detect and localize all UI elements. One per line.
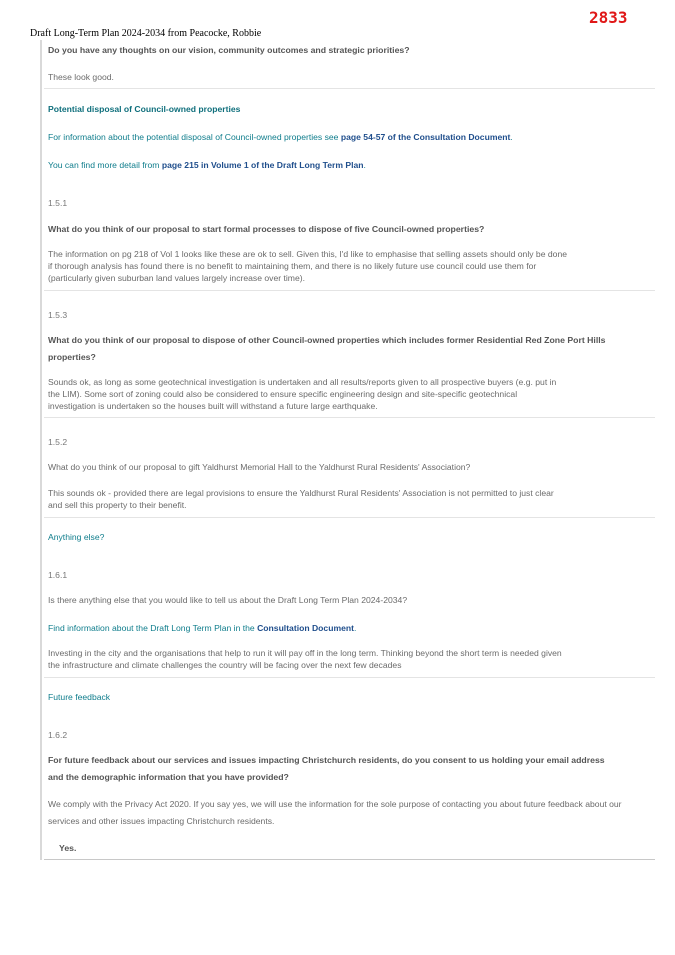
divider xyxy=(44,517,655,518)
document-header: Draft Long-Term Plan 2024-2034 from Peacocke, Robbie xyxy=(30,28,262,39)
anything-else-heading: Anything else? xyxy=(48,532,105,542)
bottom-divider xyxy=(44,859,655,860)
answer-1-5-3-line-2: the LIM). Some sort of zoning could also be considered to ensure specific engineering design and site-specific geotechnical xyxy=(48,389,518,399)
question-number-1-5-3: 1.5.3 xyxy=(48,310,68,320)
answer-1-5-1-line-2: if thorough analysis has found there is no benefit to maintaining them, and there is no likely future use council could use them for xyxy=(48,261,537,271)
divider xyxy=(44,677,655,678)
divider xyxy=(44,88,655,89)
disposal-heading: Potential disposal of Council-owned properties xyxy=(48,104,241,114)
question-1-6-2-line-2: and the demographic information that you have provided? xyxy=(48,772,289,782)
long-term-plan-info-suffix: . xyxy=(354,623,357,633)
disposal-info-2 xyxy=(48,160,366,171)
privacy-statement-line-1: We comply with the Privacy Act 2020. If you say yes, we will use the information for the sole purpose of contacting you about future feedback about our xyxy=(48,799,622,809)
question-1-5-3-line-2: properties? xyxy=(48,352,96,362)
long-term-plan-info-prefix: Find information about the Draft Long Term Plan in the xyxy=(48,623,258,633)
disposal-info-2-prefix: You can find more detail from xyxy=(48,160,162,170)
question-1-6-2-line-1: For future feedback about our services and issues impacting Christchurch residents, do you consent to us holding your email address xyxy=(48,755,605,765)
page-number: 2833 xyxy=(589,8,628,27)
vision-question: Do you have any thoughts on our vision, community outcomes and strategic priorities? xyxy=(48,45,410,55)
future-feedback-heading: Future feedback xyxy=(48,692,111,702)
consultation-document-pages-link[interactable]: page 54-57 of the Consultation Document xyxy=(340,132,511,142)
vision-answer: These look good. xyxy=(48,72,114,82)
disposal-info-1-suffix: . xyxy=(510,132,513,142)
question-number-1-6-2: 1.6.2 xyxy=(48,730,68,740)
question-number-1-6-1: 1.6.1 xyxy=(48,570,68,580)
question-1-6-1: Is there anything else that you would like to tell us about the Draft Long Term Plan 2024-2034? xyxy=(48,595,408,605)
answer-1-5-2-line-2: and sell this property to their benefit. xyxy=(48,500,187,510)
divider xyxy=(44,417,655,418)
question-number-1-5-2: 1.5.2 xyxy=(48,437,68,447)
disposal-info-1-prefix: For information about the potential disposal of Council-owned properties see xyxy=(48,132,341,142)
question-1-5-1: What do you think of our proposal to start formal processes to dispose of five Council-owned properties? xyxy=(48,224,485,234)
answer-1-6-1-line-1: Investing in the city and the organisations that help to run it will pay off in the long term. Thinking beyond the short term is needed given xyxy=(48,648,562,658)
disposal-info-1 xyxy=(48,132,513,143)
volume-1-page-link[interactable]: page 215 in Volume 1 of the Draft Long Term Plan xyxy=(161,160,364,170)
answer-1-6-1-line-2: the infrastructure and climate challenges the country will be facing over the next few decades xyxy=(48,660,402,670)
privacy-statement-line-2: services and other issues impacting Christchurch residents. xyxy=(48,816,275,826)
answer-1-5-3-line-3: investigation is undertaken so the houses built will withstand a future large earthquake. xyxy=(48,401,378,411)
question-1-5-3-line-1: What do you think of our proposal to dispose of other Council-owned properties which includes former Residential Red Zone Port Hills xyxy=(48,335,606,345)
long-term-plan-info xyxy=(48,623,356,634)
form-content xyxy=(40,40,655,860)
question-1-5-2: What do you think of our proposal to gift Yaldhurst Memorial Hall to the Yaldhurst Rural Residents' Association? xyxy=(48,462,471,472)
question-number-1-5-1: 1.5.1 xyxy=(48,198,68,208)
consent-answer: Yes. xyxy=(59,843,77,853)
answer-1-5-1-line-1: The information on pg 218 of Vol 1 looks like these are ok to sell. Given this, I'd like to emphasise that selling assets should only be done xyxy=(48,249,567,259)
disposal-info-2-suffix: . xyxy=(363,160,366,170)
answer-1-5-1-line-3: (particularly given suburban land values largely increase over time). xyxy=(48,273,305,283)
divider xyxy=(44,290,655,291)
consultation-document-link[interactable]: Consultation Document xyxy=(257,623,354,633)
answer-1-5-3-line-1: Sounds ok, as long as some geotechnical investigation is undertaken and all results/reports given to all prospective buyers (e.g. put in xyxy=(48,377,557,387)
answer-1-5-2-line-1: This sounds ok - provided there are legal provisions to ensure the Yaldhurst Rural Residents' Association is not permitted to just clear xyxy=(48,488,554,498)
